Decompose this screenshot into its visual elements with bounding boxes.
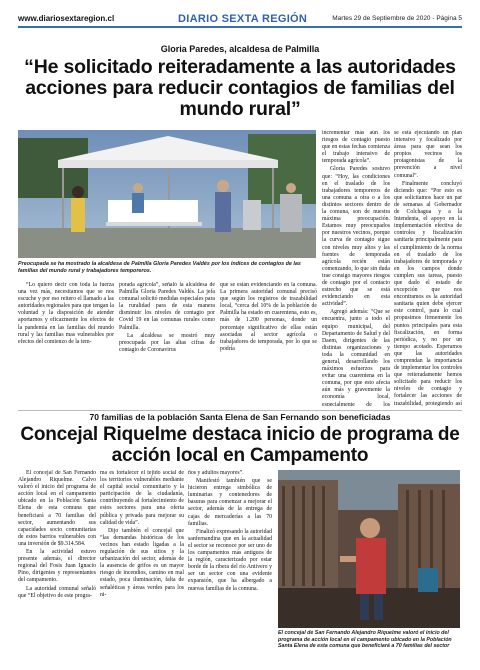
article1-column-3 xyxy=(322,130,390,406)
article1-kicker: Gloria Paredes, alcaldesa de Palmilla xyxy=(160,44,320,54)
site-url[interactable]: www.diariosextaregion.cl xyxy=(18,14,115,23)
paragraph: se está ejecutando un plan intensivo y focalizado por áreas para que sean los propios vecinos los protagonistas de la prevención a nivel comunal”. xyxy=(394,130,462,179)
paragraph: ma es fortalecer el tejido social de los territorios vulnerables mediante el capital social comunitario y la participación de la ciudadanía, contribuyendo al fortalecimiento de estos sectores para una oferta pública y privada para mejorar su calidad de vida”. xyxy=(100,470,184,526)
article2-column-2 xyxy=(100,470,184,666)
outdoor-tent-scene-image xyxy=(18,130,316,258)
paragraph: Dijo también el concejal que “las demandas históricas de los vecinos han estado ligadas a la regulación de sus sitios y la urbanización del sector, además de la ausencia de grifos es un mayor riesgo de incendios, camino en mal estado, poca iluminación, falta de señaléticas y áreas verdes para los ni- xyxy=(100,527,184,598)
article2-headline: Concejal Riquelme destaca inicio de programa de acción local en Campamento xyxy=(20,424,460,466)
paragraph: En la actividad estuvo presente además, el director regional del Fosis Juan Ignacio Pino, dirigentes y representantes del campamento. xyxy=(18,549,96,584)
article1-caption: Preocupada se ha mostrado la alcaldesa de Palmilla Gloria Paredes Valdés por los índices de contagios de las familias del mundo rural y trabajadores temporeros. xyxy=(18,261,301,274)
masthead: DIARIO SEXTA REGIÓN xyxy=(178,13,308,25)
paragraph: que se están evidenciando en la comuna. La primera autoridad comunal precisó que según los registros de trazabilidad local, “cerca del 10% de la población de Palmilla ha estado en cuarentena, esto es, más de 1.200 personas, donde un porcentaje significativo de ellas están asociadas al sector agrícola o trabajadores de temporada, por lo que se podría xyxy=(220,282,317,352)
article1-column-4 xyxy=(394,130,462,406)
campamento-scene-image xyxy=(278,470,460,628)
paragraph: porada agrícola”, señaló la alcaldesa de Palmilla Gloria Paredes Valdés. La jefa comunal solicitó medidas especiales para la ruralidad para de esta manera disminuir los niveles de contagio por Covid 19 en las comunas rurales como Palmilla. xyxy=(119,282,215,331)
dateline: Martes 29 de Septiembre de 2020 - Página 5 xyxy=(332,15,462,22)
article2-photo xyxy=(278,470,460,628)
article2-column-1 xyxy=(18,470,96,666)
paragraph: Finalizó expresando la autoridad sanfernandina que en la actualidad el sector se reconoce por ser uno de los campamentos más antiguos de la región, caracterizado por estar borde de la ribera del río Antivero y ser un sector con una evidente expansión, que ha albergado a nuevas familias de la comuna. xyxy=(188,528,272,592)
article1-column-2 xyxy=(119,282,215,406)
paragraph: La autoridad comunal señaló que “El objetivo de este progra- xyxy=(18,585,96,599)
paragraph: El concejal de San Fernando Alejandro Riquelme. Calvo valoró el inicio del programa de acción local en el campamento ubicado en la Población Santa Elena de esta comuna que beneficiará a 70 familias del sector, aumentando sus capacidades socio comunitarias de estos barrios vulnerables con una inversión de $9.314.584. xyxy=(18,470,96,547)
page-header xyxy=(18,14,462,28)
article2-column-3 xyxy=(188,470,272,666)
paragraph: Manifestó también que se hicieron entrega simbólica de luminarias y contenedores de basuras para comenzar a mejorar el sector, además de la entrega de cajas de mercaderías a las 70 familias. xyxy=(188,478,272,527)
article1-photo xyxy=(18,130,316,258)
article1-column-1 xyxy=(18,282,114,406)
article1-headline: “He solicitado reiteradamente a las autoridades acciones para reducir contagios de familias del mundo rural” xyxy=(24,56,456,120)
article2-kicker: 70 familias de la población Santa Elena de San Fernando son beneficiadas xyxy=(89,412,391,422)
paragraph: incrementar más aún los riesgos de contagio puesto que en estas fechas comienza el trabajo intensivo de temporada agrícola”. xyxy=(322,130,390,165)
section-divider xyxy=(18,410,462,411)
paragraph: La alcaldesa se mostró muy preocupada por las altas cifras de contagio de Coronavirus xyxy=(119,332,215,353)
paragraph: Agregó además: “Que se encuentra, junto a todo el equipo municipal, del Departamento de Salud y del Daem, dirigentes de las distintas organizaciones y toda la comunidad en general, desarrollando los máximos esfuerzos para evitar una cuarentena en la comuna, por que esto afecta aún más y gravemente la economía local, especialmente de los xyxy=(322,309,390,406)
paragraph: Gloria Paredes sostuvo que: “Hoy, las condiciones en el traslado de los trabajadores temporeros de una comuna a otra o a los distintos sectores dentro de la comuna, son de nuestra máxima preocupación. Estamos muy preocupados por nuestros vecinos, porque la curva de contagio sigue con niveles muy altos y las fuentes de temporada agrícola recién están comenzando, lo que sin duda trae consigo mayores riesgos de contagio por el contacto estrecho que se está evidenciando en esta actividad”. xyxy=(322,166,390,308)
article1-column-2b xyxy=(220,282,317,406)
paragraph: “Lo quiero decir con toda la fuerza una vez más, necesitamos que se nos escuche y por eso reitero el llamado a las autoridades regionales para que tengan la voluntad y la disposición de atender aportarnos y eficazmente los efectos de la pandemia en las familias del mundo rural y las familias mas vulnerables por efectos del comienzo de la tem- xyxy=(18,282,114,345)
paragraph: Finalmente concluyó diciendo que: “Por esto es que solicitamos hace un par de semanas al Gobernador de Colchagua y a la Intendenta, el apoyo en la implementación efectiva de controles y fiscalización sanitaria principalmente para el cumplimiento de la norma en el traslado de los trabajadores de temporada y en los campos donde cumplen sus tareas, puesto que dado el estado de excepción que nos encontramos es la autoridad sanitaria quien debe ejercer este control, para lo cual propusimos firmemente los puntos principales para esta fiscalización, en forma periódica, y no por un tiempo acotado. Esperamos que las autoridades comprendan la importancia de implementar los controles que reiteradamente hemos solicitado para reducir los niveles de contagio y fortalecer las acciones de trazabilidad, protegiendo así xyxy=(394,180,462,406)
paragraph: ños y adultos mayores”. xyxy=(188,470,244,476)
article2-caption: El concejal de San Fernando Alejandro Riquelme valoró el inicio del programa de acción local en el campamento ubicado en la Población Santa Elena de esta comuna que beneficiará a 70 familias del sector xyxy=(278,630,452,649)
